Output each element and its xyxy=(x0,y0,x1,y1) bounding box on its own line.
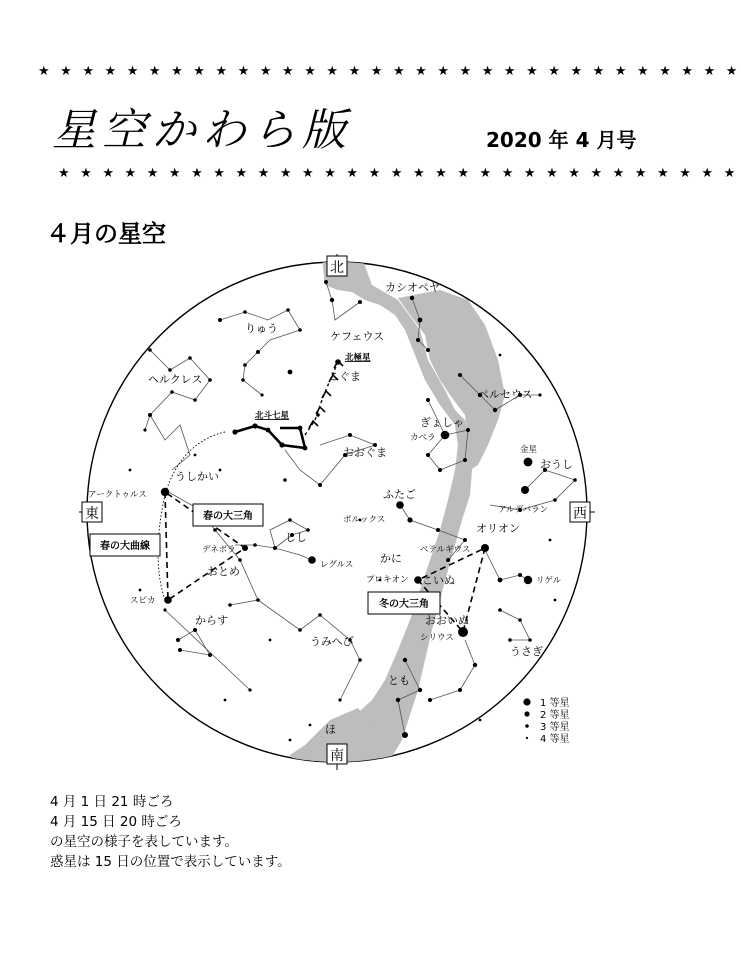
caption xyxy=(50,792,291,872)
winter-triangle-label: 冬の大三角 xyxy=(379,599,429,610)
caption-line-2: 4 月 15 日 20 時ごろ xyxy=(50,814,182,830)
label-virgo: おとめ xyxy=(207,565,240,578)
label-auriga: ぎょしゃ xyxy=(420,416,464,429)
label-cepheus: ケフェウス xyxy=(330,330,385,343)
magnitude-legend xyxy=(523,696,569,745)
label-denebola: デネボラ xyxy=(202,545,236,555)
label-big-dipper: 北斗七星 xyxy=(255,411,290,421)
south-label: 南 xyxy=(330,748,344,764)
east-label: 東 xyxy=(85,506,99,522)
label-capella: カペラ xyxy=(410,433,436,443)
caption-line-1: 4 月 1 日 21 時ごろ xyxy=(50,794,174,810)
spring-triangle-label: 春の大三角 xyxy=(203,511,253,522)
newsletter-title: 星空かわら版 xyxy=(52,105,352,156)
label-puppis: とも xyxy=(388,674,410,687)
label-procyon: プロキオン xyxy=(366,575,409,585)
legend-mag1: 1 等星 xyxy=(540,698,570,709)
label-hydra: うみへび xyxy=(310,635,354,648)
label-pyxis: ほ xyxy=(325,723,336,736)
label-cassiopeia: カシオペヤ xyxy=(385,281,440,294)
west-label: 西 xyxy=(573,506,587,522)
label-orion: オリオン xyxy=(476,522,520,535)
label-ursa-major: おおぐま xyxy=(343,446,387,459)
label-rigel: リゲル xyxy=(536,576,562,586)
label-ursa-minor: こぐま xyxy=(328,370,361,383)
label-spica: スピカ xyxy=(130,596,156,606)
label-gemini: ふたご xyxy=(383,488,416,501)
label-canis-minor: こいぬ xyxy=(422,574,455,587)
label-polaris: 北極星 xyxy=(345,353,371,363)
legend-mag2: 2 等星 xyxy=(540,710,570,721)
label-cancer: かに xyxy=(380,552,402,565)
caption-line-4: 惑星は 15 日の位置で表示しています。 xyxy=(50,854,291,870)
label-sirius: シリウス xyxy=(420,633,454,643)
label-canis-major: おおいぬ xyxy=(425,614,469,627)
caption-line-3: の星空の様子を表しています。 xyxy=(50,834,238,850)
north-label: 北 xyxy=(330,260,344,276)
issue-date: 2020 年 4 月号 xyxy=(486,128,637,152)
star-border-top: ★ ★ ★ ★ ★ ★ ★ ★ ★ ★ ★ ★ ★ ★ ★ ★ ★ ★ ★ ★ ★ ★ ★ ★ ★ ★ ★ ★ ★ ★ ★ ★ xyxy=(38,64,741,79)
label-perseus: ペルセウス xyxy=(478,388,533,401)
section-title: ４月の星空 xyxy=(46,220,166,248)
spring-curve-label: 春の大曲線 xyxy=(100,541,150,552)
label-lepus: うさぎ xyxy=(510,645,543,658)
label-draco: りゅう xyxy=(245,322,278,335)
label-venus: 金星 xyxy=(520,445,538,455)
label-corvus: からす xyxy=(195,614,228,627)
legend-mag3: 3 等星 xyxy=(540,722,570,733)
label-taurus: おうし xyxy=(540,458,573,471)
label-aldebaran: アルデバラン xyxy=(498,505,549,515)
legend-mag4: 4 等星 xyxy=(540,734,570,745)
label-betelgeuse: ベテルギウス xyxy=(420,545,471,555)
label-bootes: うしかい xyxy=(175,470,219,483)
label-leo: しし xyxy=(285,531,307,544)
label-hercules: ヘルクレス xyxy=(148,373,203,386)
label-arcturus: アークトゥルス xyxy=(88,490,147,500)
star-border-bottom: ★ ★ ★ ★ ★ ★ ★ ★ ★ ★ ★ ★ ★ ★ ★ ★ ★ ★ ★ ★ ★ ★ ★ ★ ★ ★ ★ ★ ★ ★ ★ xyxy=(58,166,739,181)
label-pollux: ポルックス xyxy=(343,515,386,525)
label-regulus: レグルス xyxy=(320,560,354,570)
